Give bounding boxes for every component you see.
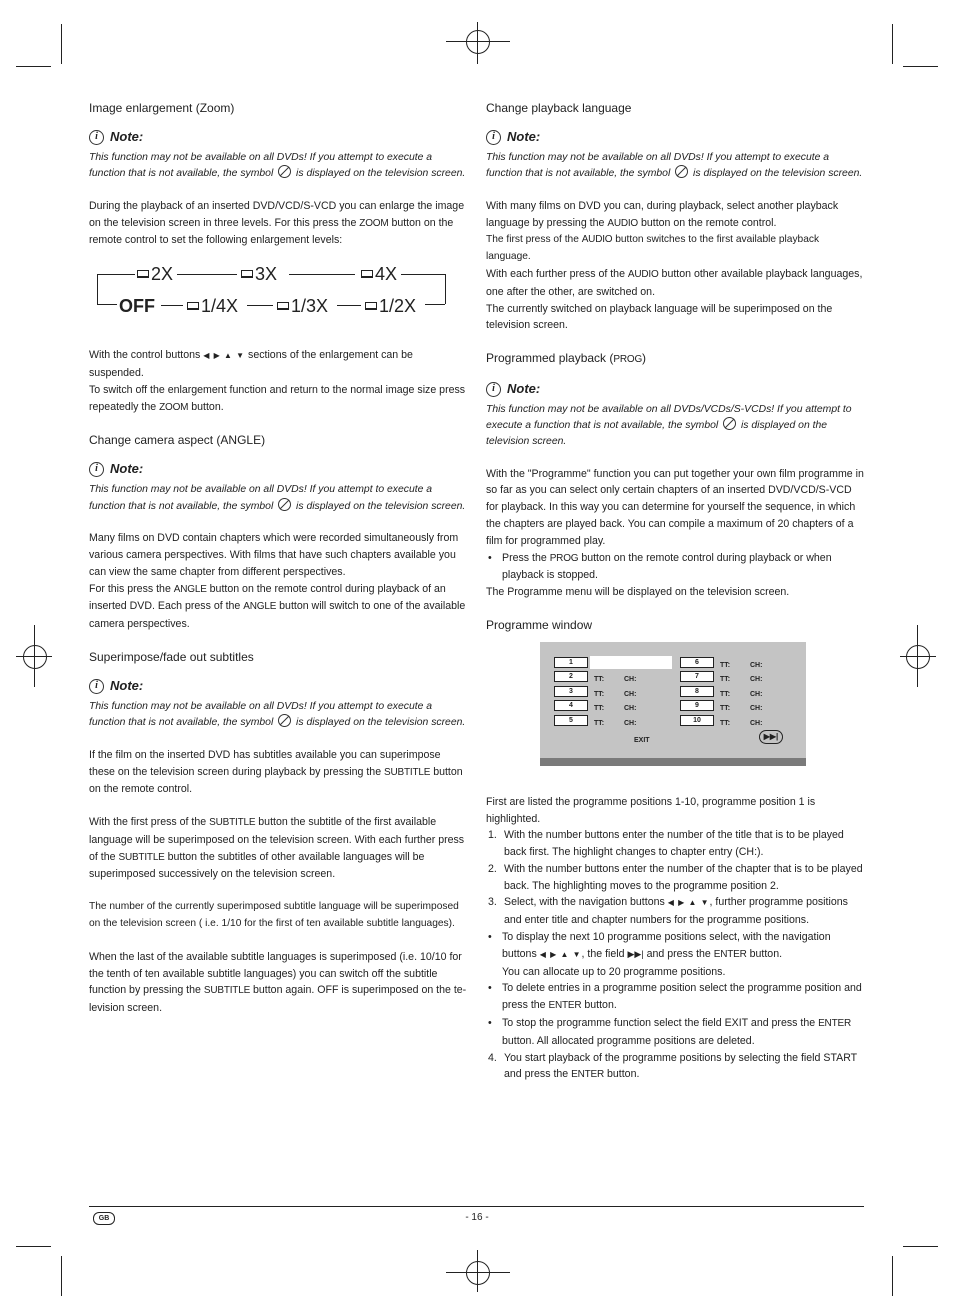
monitor-icon <box>277 302 289 310</box>
section-heading-subtitles: Superimpose/fade out subtitles <box>89 649 254 664</box>
monitor-icon <box>241 270 253 278</box>
monitor-icon <box>137 270 149 278</box>
list-item: 4. You start playback of the programme positions by selecting the field START and press the ENTER button. <box>488 1051 857 1081</box>
title-entry-label[interactable]: TT: <box>720 705 731 713</box>
crop-mark <box>903 1246 938 1247</box>
programme-position-6[interactable]: 6 <box>680 657 714 668</box>
arrow-line <box>97 304 117 305</box>
zoom-level-2x: 2X <box>137 265 173 283</box>
note-text: This function may not be available on all DVDs! If you attempt to execute a function that is not available, the symbol is displayed on the television screen. <box>486 151 863 180</box>
prohibited-icon <box>278 714 291 727</box>
note-heading: i Note: <box>89 678 469 695</box>
title-entry-label[interactable]: TT: <box>720 719 731 727</box>
programme-position-9[interactable]: 9 <box>680 700 714 711</box>
note-heading: i Note: <box>89 461 469 478</box>
crop-mark <box>892 24 893 64</box>
paragraph: With the "Programme" function you can put together your own film programme in so far as you can select only certain chapters of an inserted DVD/VCD/S-VCD for playback. In this way you can determine for yourself the sequence, in which the chapters are played back. You can compile a maximum of 20 chapters of a film for programmed play. <box>486 467 864 547</box>
arrow-line <box>247 305 273 306</box>
section-heading-prog: Programmed playback (PROG) <box>486 351 647 366</box>
chapter-entry-label[interactable]: CH: <box>624 690 637 698</box>
arrow-line <box>445 274 446 304</box>
note-text: This function may not be available on all DVDs! If you attempt to execute a function that is not available, the symbol is displayed on the television screen. <box>89 151 466 180</box>
programme-position-5[interactable]: 5 <box>554 715 588 726</box>
zoom-level-1-3x: 1/3X <box>277 297 328 315</box>
list-item: • To stop the programme function select the field EXIT and press the ENTER button. All allocated programme positions are deleted. <box>486 1015 866 1050</box>
left-column <box>89 100 469 1033</box>
arrow-line <box>177 274 237 275</box>
monitor-icon <box>365 302 377 310</box>
paragraph: For this press the ANGLE button on the remote control during playback of an inserted DVD. Each press of the ANGLE button will switch to one of the available camera perspectives. <box>89 582 466 631</box>
title-entry-label[interactable]: TT: <box>720 676 731 684</box>
crop-mark <box>61 24 62 64</box>
prohibited-icon <box>278 165 291 178</box>
arrow-line <box>289 274 355 275</box>
arrow-line <box>425 304 445 305</box>
paragraph: The first press of the AUDIO button switches to the first available playback language. <box>486 234 820 263</box>
navigation-arrows-icon: ◀ ▶ ▲ ▼ <box>667 898 710 908</box>
status-bar <box>540 758 806 766</box>
paragraph: With many films on DVD you can, during playback, select another playback language by pressing the AUDIO button on the remote control. <box>486 199 839 229</box>
info-icon: i <box>89 679 104 694</box>
chapter-entry-label[interactable]: CH: <box>624 705 637 713</box>
chapter-entry-label[interactable]: CH: <box>624 676 637 684</box>
list-item: 1. With the number buttons enter the number of the title that is to be played back first. The highlight changes to chapter entry (CH:). <box>488 829 844 859</box>
paragraph: First are listed the programme positions 1-10, programme position 1 is highlighted. <box>486 795 816 825</box>
programme-position-10[interactable]: 10 <box>680 715 714 726</box>
exit-field[interactable]: EXIT <box>634 736 650 744</box>
monitor-icon <box>361 270 373 278</box>
programme-position-2[interactable]: 2 <box>554 671 588 682</box>
chapter-entry-label[interactable]: CH: <box>624 719 637 727</box>
page-number: - 16 - <box>465 1212 489 1223</box>
prohibited-icon <box>278 498 291 511</box>
paragraph: Many films on DVD contain chapters which were recorded simultaneously from various camera perspectives. With films that have such chapters available you can view the same chapter from different perspectives. <box>89 532 459 578</box>
title-entry-label[interactable]: TT: <box>720 690 731 698</box>
section-heading-angle: Change camera aspect (ANGLE) <box>89 433 266 448</box>
paragraph: The number of the currently superimposed subtitle language will be superimposed on the television screen ( i.e. 1/10 for the first of ten available subtitle languages). <box>89 901 459 930</box>
note-heading: i Note: <box>89 129 469 146</box>
paragraph: To switch off the enlargement function and return to the normal image size press repeatedly the ZOOM button. <box>89 383 466 413</box>
paragraph: During the playback of an inserted DVD/VCD/S-VCD you can enlarge the image on the television screen in three levels. For this press the ZOOM button on the remote control to set the following enlargement levels: <box>89 199 465 247</box>
info-icon: i <box>486 130 501 145</box>
title-entry-label[interactable]: TT: <box>594 690 605 698</box>
note-text: This function may not be available on all DVDs/VCDs/S-VCDs! If you attempt to execute a function that is not available, the symbol is displayed on the television screen. <box>486 403 852 447</box>
title-entry-label[interactable]: TT: <box>720 661 731 669</box>
crop-mark <box>903 66 938 67</box>
zoom-level-4x: 4X <box>361 265 397 283</box>
monitor-icon <box>187 302 199 310</box>
info-icon: i <box>486 382 501 397</box>
paragraph: The Programme menu will be displayed on the television screen. <box>486 586 790 599</box>
arrow-line <box>97 274 98 304</box>
programme-position-3[interactable]: 3 <box>554 686 588 697</box>
prohibited-icon <box>723 417 736 430</box>
programme-position-8[interactable]: 8 <box>680 686 714 697</box>
zoom-level-off: OFF <box>119 296 155 317</box>
note-text: This function may not be available on all DVDs! If you attempt to execute a function that is not available, the symbol is displayed on the television screen. <box>89 483 466 512</box>
arrow-line <box>401 274 445 275</box>
note-heading: i Note: <box>486 381 866 398</box>
zoom-level-1-4x: 1/4X <box>187 297 238 315</box>
paragraph: When the last of the available subtitle languages is superimposed (i.e. 10/10 for the tenth of ten available subtitle languages) you can switch off the subtitle function by pressing the SUBTITLE button again. OFF is superimposed on the te-levision screen. <box>89 950 467 1015</box>
arrow-line <box>97 274 135 275</box>
section-heading-zoom: Image enlargement (Zoom) <box>89 101 235 115</box>
skip-forward-icon: ▶▶| <box>627 948 644 959</box>
section-heading-window: Programme window <box>486 617 593 632</box>
title-entry-label[interactable]: TT: <box>594 705 605 713</box>
programme-position-4[interactable]: 4 <box>554 700 588 711</box>
zoom-level-1-2x: 1/2X <box>365 297 416 315</box>
prohibited-icon <box>675 165 688 178</box>
zoom-level-3x: 3X <box>241 265 277 283</box>
arrow-line <box>337 305 361 306</box>
navigation-arrows-icon: ◀ ▶ ▲ ▼ <box>539 949 582 959</box>
crop-mark <box>61 1256 62 1296</box>
paragraph: The currently switched on playback language will be superimposed on the television screen. <box>486 302 833 332</box>
note-text: This function may not be available on all DVDs! If you attempt to execute a function that is not available, the symbol is displayed on the television screen. <box>89 700 466 729</box>
arrow-line <box>161 305 183 306</box>
country-badge: GB <box>93 1212 115 1225</box>
next-page-icon[interactable]: ▶▶| <box>759 730 783 744</box>
list-item: 2. With the number buttons enter the number of the chapter that is to be played back. The highlighting moves to the programme position 2. <box>488 862 863 892</box>
chapter-entry-label[interactable]: CH: <box>750 661 763 669</box>
paragraph: With each further press of the AUDIO button other available playback languages, one after the other, are switched on. <box>486 267 863 298</box>
footer-divider <box>89 1206 864 1207</box>
list-item: • Press the PROG button on the remote control during playback or when playback is stopped. <box>486 550 866 585</box>
list-item: 3. Select, with the navigation buttons ◀ ▶ ▲ ▼, further programme positions and enter title and chapter numbers for the programme positions. <box>488 896 848 927</box>
chapter-entry-label[interactable]: CH: <box>750 690 763 698</box>
info-icon: i <box>89 462 104 477</box>
zoom-levels-diagram <box>89 265 469 329</box>
programme-position-7[interactable]: 7 <box>680 671 714 682</box>
crop-mark <box>16 1246 51 1247</box>
paragraph: If the film on the inserted DVD has subtitles available you can superimpose these on the television screen during playback by pressing the SUBTITLE button on the remote control. <box>89 748 463 796</box>
title-entry-label[interactable]: TT: <box>594 676 605 684</box>
programme-window <box>540 642 806 766</box>
programme-position-1[interactable]: 1 <box>554 657 588 668</box>
note-heading: i Note: <box>486 129 866 146</box>
crop-mark <box>16 66 51 67</box>
list-item: • To display the next 10 programme positions select, with the navigation buttons ◀ ▶ ▲ ▼, the field ▶▶| and press the ENTER button. You can allocate up to 20 programme positions. <box>486 929 866 980</box>
chapter-entry-label[interactable]: CH: <box>750 719 763 727</box>
highlight-field <box>590 656 672 669</box>
section-heading-language: Change playback language <box>486 101 632 115</box>
chapter-entry-label[interactable]: CH: <box>750 676 763 684</box>
right-column <box>486 100 866 1084</box>
paragraph: With the control buttons ◀ ▶ ▲ ▼ sections of the enlargement can be suspended. <box>89 349 413 379</box>
list-item: • To delete entries in a programme position select the programme position and press the ENTER button. <box>486 980 866 1015</box>
title-entry-label[interactable]: TT: <box>594 719 605 727</box>
navigation-arrows-icon: ◀ ▶ ▲ ▼ <box>203 351 246 361</box>
chapter-entry-label[interactable]: CH: <box>750 705 763 713</box>
info-icon: i <box>89 130 104 145</box>
crop-mark <box>892 1256 893 1296</box>
paragraph: With the first press of the SUBTITLE button the subtitle of the first available language will be superimposed on the television screen. With each further press of the SUBTITLE button the subtitles of other available languages will be superimposed successively on the television screen. <box>89 816 465 881</box>
